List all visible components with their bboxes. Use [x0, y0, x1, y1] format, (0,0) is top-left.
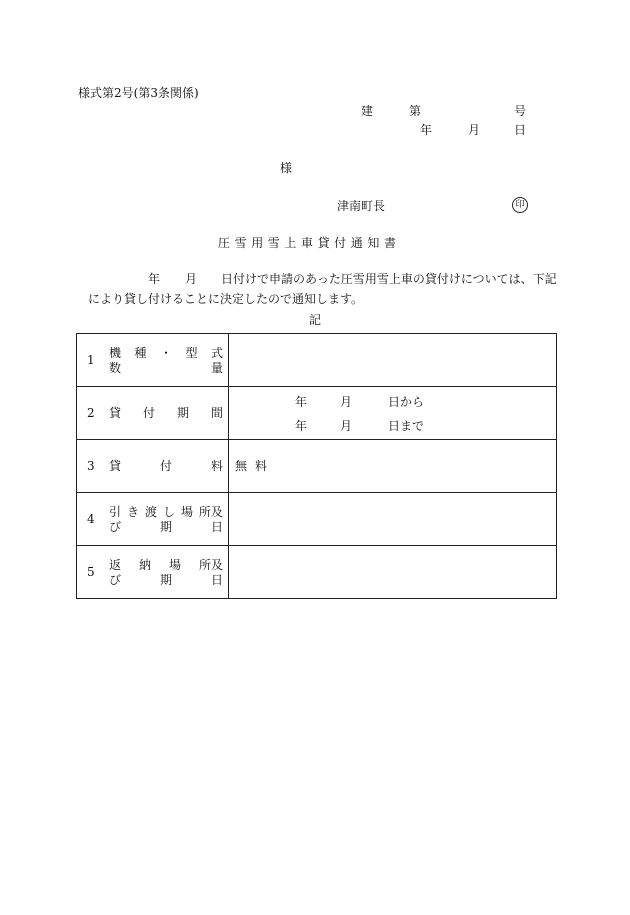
period-to-day: 日まで: [388, 419, 425, 433]
row-value-cell[interactable]: [229, 334, 557, 387]
label-char: 付: [142, 406, 155, 420]
table-row: [77, 546, 557, 599]
row-label-cell: [77, 440, 229, 493]
body-month: 月: [185, 272, 198, 286]
seal-mark: 印: [512, 197, 528, 213]
title-char: 車: [300, 236, 313, 250]
title-char: 知: [367, 236, 380, 250]
period-to-month: 月: [340, 419, 353, 433]
row-label-cell: [77, 546, 229, 599]
notice-title: [218, 236, 396, 250]
title-char: 通: [350, 236, 363, 250]
label-char: 料: [210, 459, 223, 473]
label-char: 場: [180, 505, 193, 519]
label-char: 型: [185, 346, 198, 360]
row-value-cell[interactable]: [229, 387, 557, 440]
label-char: 貸: [109, 459, 122, 473]
fee-value: 無料: [235, 459, 276, 473]
doc-number-dai: 第: [409, 104, 422, 118]
label-char: ・: [159, 346, 172, 360]
title-char: 用: [251, 236, 264, 250]
table-row: [77, 387, 557, 440]
title-char: 上: [284, 236, 297, 250]
title-char: 付: [334, 236, 347, 250]
row-label-cell: [77, 334, 229, 387]
body-text: 日付けで申請のあった圧雪用雪上車の貸付けについては、下記: [221, 272, 557, 286]
label-char: 貸: [109, 406, 122, 420]
date-day: 日: [514, 123, 527, 137]
title-char: 貸: [317, 236, 330, 250]
label-char: 期: [159, 520, 172, 534]
row-value-cell[interactable]: [229, 493, 557, 546]
row-label-line: [109, 346, 223, 360]
row-value-cell[interactable]: [229, 546, 557, 599]
row-label-line: [109, 505, 223, 519]
row-label-cell: [77, 493, 229, 546]
title-char: 雪: [234, 236, 247, 250]
period-from-year: 年: [295, 395, 308, 409]
label-char: 渡: [144, 505, 157, 519]
label-char: 場: [168, 558, 181, 572]
row-label-line: [109, 573, 223, 587]
row-number: 4: [87, 512, 95, 526]
label-char: 機: [109, 346, 122, 360]
label-char: 日: [210, 573, 223, 587]
row-number: 2: [87, 406, 95, 420]
doc-number-go: 号: [514, 104, 527, 118]
row-number: 1: [87, 353, 95, 367]
date-year: 年: [420, 123, 433, 137]
label-char: び: [109, 520, 122, 534]
label-char: 引: [109, 505, 122, 519]
title-char: 書: [383, 236, 396, 250]
row-number: 5: [87, 565, 95, 579]
label-char: 数: [109, 361, 122, 375]
detail-table: [76, 333, 557, 599]
row-value-cell[interactable]: [229, 440, 557, 493]
period-from-day: 日から: [388, 395, 425, 409]
label-char: 量: [210, 361, 223, 375]
label-char: し: [162, 505, 175, 519]
table-row: [77, 440, 557, 493]
row-label-line: [109, 459, 223, 473]
label-char: き: [126, 505, 139, 519]
label-char: 期: [159, 573, 172, 587]
label-char: 納: [138, 558, 151, 572]
doc-number-prefix: 建: [361, 104, 374, 118]
label-char: 日: [210, 520, 223, 534]
title-char: 圧: [218, 236, 231, 250]
label-char: 返: [109, 558, 122, 572]
body-year: 年: [148, 272, 161, 286]
title-char: 雪: [267, 236, 280, 250]
period-from-month: 月: [340, 395, 353, 409]
table-row: [77, 334, 557, 387]
label-char: 式: [210, 346, 223, 360]
row-label-line: [109, 520, 223, 534]
form-number: 様式第2号(第3条関係): [78, 86, 199, 100]
label-char: 種: [134, 346, 147, 360]
date-month: 月: [468, 123, 481, 137]
label-char: 間: [210, 406, 223, 420]
row-label-line: [109, 406, 223, 420]
issuer-title: 津南町長: [337, 199, 386, 213]
period-to-year: 年: [295, 419, 308, 433]
row-label-line: [109, 361, 223, 375]
body-text-line-2: により貸し付けることに決定したので通知します。: [88, 292, 364, 306]
row-label-cell: [77, 387, 229, 440]
label-char: 所及: [198, 505, 223, 519]
label-char: び: [109, 573, 122, 587]
addressee-honorific: 様: [280, 161, 293, 175]
row-label-line: [109, 558, 223, 572]
label-char: 所及: [198, 558, 223, 572]
label-char: 付: [159, 459, 172, 473]
ki-heading: 記: [309, 313, 322, 327]
table-row: [77, 493, 557, 546]
label-char: 期: [176, 406, 189, 420]
row-number: 3: [87, 459, 95, 473]
